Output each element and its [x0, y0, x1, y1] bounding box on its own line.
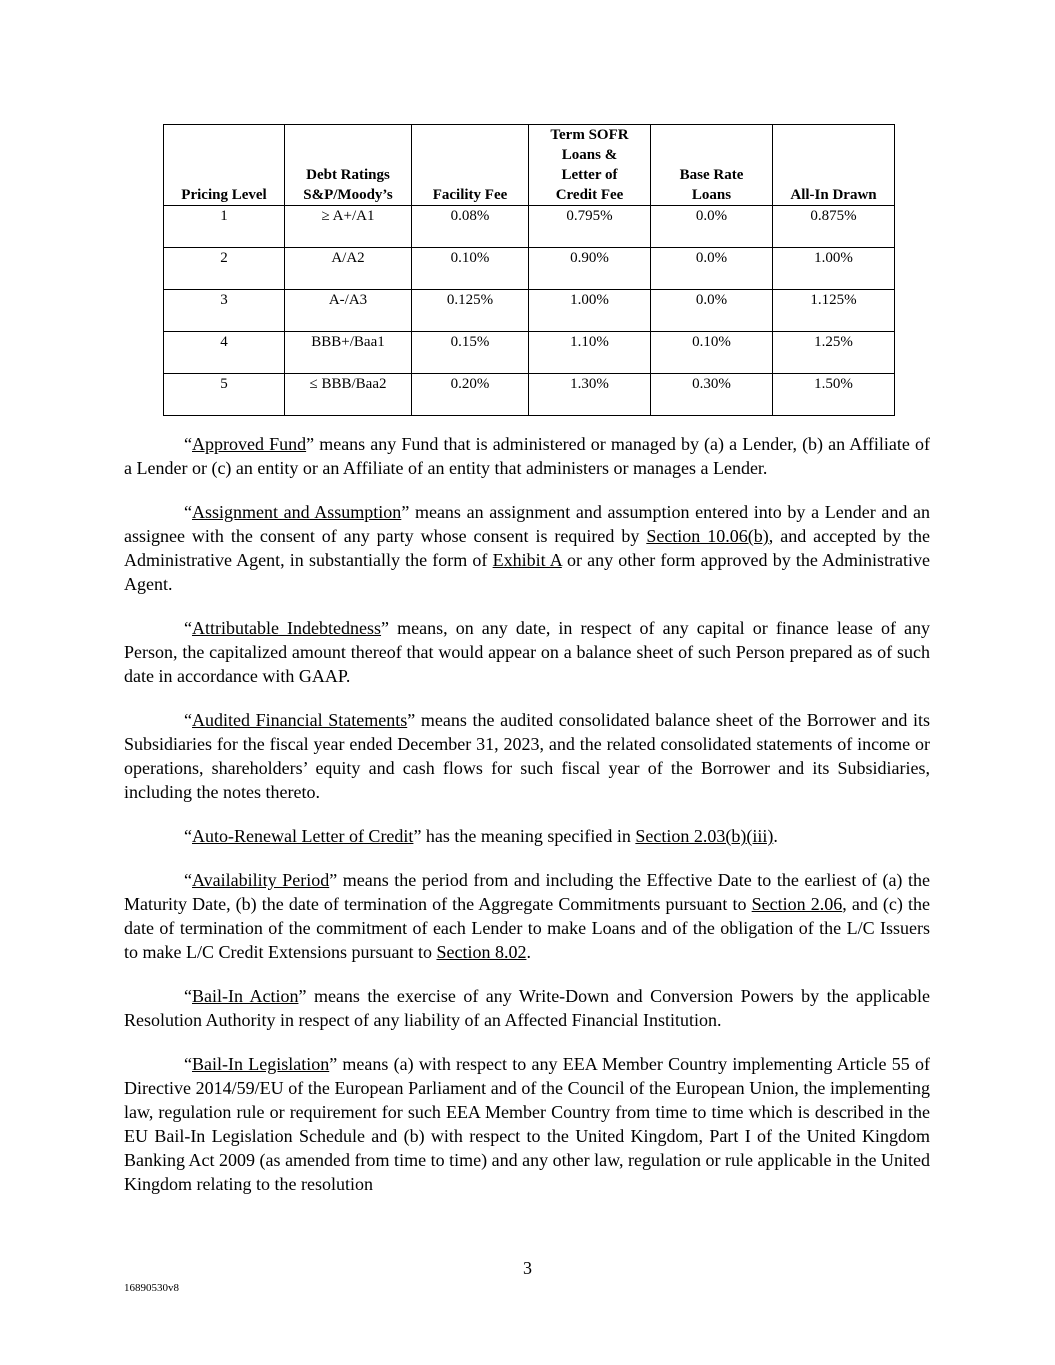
header-cell	[285, 125, 412, 206]
defined-term: Auto-Renewal Letter of Credit	[192, 826, 414, 846]
defined-term: Attributable Indebtedness	[192, 618, 382, 638]
defined-term: Availability Period	[192, 870, 330, 890]
header-text: Term SOFR Loans & Letter of Credit Fee	[550, 127, 629, 203]
table-cell: ≥ A+/A1	[285, 206, 412, 248]
header-cell	[773, 125, 895, 206]
definition-text: “	[184, 1054, 192, 1074]
definition-text: “	[184, 986, 192, 1006]
definition-paragraph	[124, 984, 930, 1032]
definition-text: “	[184, 502, 192, 522]
defined-term: Bail-In Action	[192, 986, 299, 1006]
definition-paragraph	[124, 1052, 930, 1196]
definition-text: ” means any Fund that is administered or managed by (a) a Lender, (b) an Affiliate of a Lender or (c) an entity or an Affiliate of an entity that administers or manages a Lender.	[124, 434, 930, 478]
table-cell: 1.25%	[773, 332, 895, 374]
table-cell: 0.125%	[412, 290, 529, 332]
pricing-table	[163, 124, 895, 416]
defined-term: Assignment and Assumption	[192, 502, 402, 522]
definition-text: “	[184, 434, 192, 454]
table-cell: 0.0%	[651, 248, 773, 290]
table-cell: 1.10%	[529, 332, 651, 374]
table-cell: 2	[164, 248, 285, 290]
table-cell: BBB+/Baa1	[285, 332, 412, 374]
definition-text: .	[526, 942, 531, 962]
definition-text: .	[773, 826, 778, 846]
defined-term: Audited Financial Statements	[192, 710, 408, 730]
definition-text: ” means the audited consolidated balance sheet of the Borrower and its Subsidiaries for the fiscal year ended December 31, 2023, and the related consolidated statements of income or operations, shareholders’ equity and cash flows for such fiscal year of the Borrower and its Subsidiaries, including the notes thereto.	[124, 710, 930, 802]
definition-text: “	[184, 618, 192, 638]
table-cell: ≤ BBB/Baa2	[285, 374, 412, 416]
table-cell: 0.0%	[651, 206, 773, 248]
table-row	[164, 332, 895, 374]
table-cell: 0.875%	[773, 206, 895, 248]
definition-text: , and (c) the date of termination of the commitment of each Lender to make Loans and of the obligation of the L/C Issuers to make L/C Credit Extensions pursuant to	[124, 894, 930, 962]
defined-term: Bail-In Legislation	[192, 1054, 330, 1074]
header-cell	[651, 125, 773, 206]
table-cell: 0.30%	[651, 374, 773, 416]
table-cell: 0.20%	[412, 374, 529, 416]
table-cell: 0.15%	[412, 332, 529, 374]
definition-paragraph	[124, 824, 930, 848]
definition-paragraph	[124, 432, 930, 480]
table-cell: 0.08%	[412, 206, 529, 248]
table-cell: 1.50%	[773, 374, 895, 416]
definition-paragraph	[124, 500, 930, 596]
table-cell: 3	[164, 290, 285, 332]
defined-term: Section 8.02	[436, 942, 527, 962]
definition-text: “	[184, 870, 192, 890]
definition-paragraph	[124, 868, 930, 964]
pricing-table-body	[164, 206, 895, 416]
table-row	[164, 290, 895, 332]
definition-text: or any other form approved by the Administrative Agent.	[124, 550, 930, 594]
table-cell: 0.795%	[529, 206, 651, 248]
header-row	[164, 125, 895, 206]
table-cell: 1.00%	[529, 290, 651, 332]
definition-text: ” means the period from and including the Effective Date to the earliest of (a) the Maturity Date, (b) the date of termination of the Aggregate Commitments pursuant to	[124, 870, 930, 914]
header-text: Base Rate Loans	[679, 167, 744, 203]
definition-paragraph	[124, 616, 930, 688]
table-row	[164, 374, 895, 416]
definition-text: ” means (a) with respect to any EEA Member Country implementing Article 55 of Directive 2014/59/EU of the European Parliament and of the Council of the European Union, the implementing law, regulation rule or requirement for such EEA Member Country from time to time which is described in the EU Bail-In Legislation Schedule and (b) with respect to the United Kingdom, Part I of the United Kingdom Banking Act 2009 (as amended from time to time) and any other law, regulation or rule applicable in the United Kingdom relating to the resolution	[124, 1054, 930, 1194]
defined-term: Section 2.03(b)(iii)	[635, 826, 774, 846]
table-cell: 1	[164, 206, 285, 248]
header-text: Debt Ratings S&P/Moody’s	[303, 167, 393, 203]
header-text: Pricing Level	[181, 187, 267, 203]
table-cell: 0.10%	[412, 248, 529, 290]
definition-paragraph	[124, 708, 930, 804]
definition-text: ” means the exercise of any Write-Down and Conversion Powers by the applicable Resolution Authority in respect of any liability of an Affected Financial Institution.	[124, 986, 930, 1030]
table-cell: 1.125%	[773, 290, 895, 332]
pricing-table-header	[164, 125, 895, 206]
header-cell	[164, 125, 285, 206]
table-row	[164, 206, 895, 248]
table-cell: 4	[164, 332, 285, 374]
table-cell: 5	[164, 374, 285, 416]
document-id: 16890530v8	[124, 1282, 179, 1294]
header-text: Facility Fee	[432, 187, 508, 203]
defined-term: Section 2.06	[751, 894, 843, 914]
definition-text: ” means an assignment and assumption entered into by a Lender and an assignee with the consent of any party whose consent is required by	[124, 502, 930, 546]
page-number: 3	[523, 1258, 532, 1278]
definition-text: “	[184, 710, 192, 730]
defined-term: Section 10.06(b)	[646, 526, 769, 546]
table-cell: 0.90%	[529, 248, 651, 290]
table-cell: 0.0%	[651, 290, 773, 332]
table-row	[164, 248, 895, 290]
definition-text: ” has the meaning specified in	[413, 826, 636, 846]
defined-term: Exhibit A	[492, 550, 562, 570]
definition-text: “	[184, 826, 192, 846]
definition-text: ” means, on any date, in respect of any capital or finance lease of any Person, the capitalized amount thereof that would appear on a balance sheet of such Person prepared as of such date in accordance with GAAP.	[124, 618, 931, 686]
header-cell	[412, 125, 529, 206]
header-text: All-In Drawn	[790, 187, 877, 203]
table-cell: A/A2	[285, 248, 412, 290]
defined-term: Approved Fund	[192, 434, 307, 454]
table-cell: 1.00%	[773, 248, 895, 290]
table-cell: 1.30%	[529, 374, 651, 416]
table-cell: 0.10%	[651, 332, 773, 374]
header-cell	[529, 125, 651, 206]
table-cell: A-/A3	[285, 290, 412, 332]
definitions-section	[124, 432, 930, 1216]
definition-text: , and accepted by the Administrative Agent, in substantially the form of	[124, 526, 930, 570]
